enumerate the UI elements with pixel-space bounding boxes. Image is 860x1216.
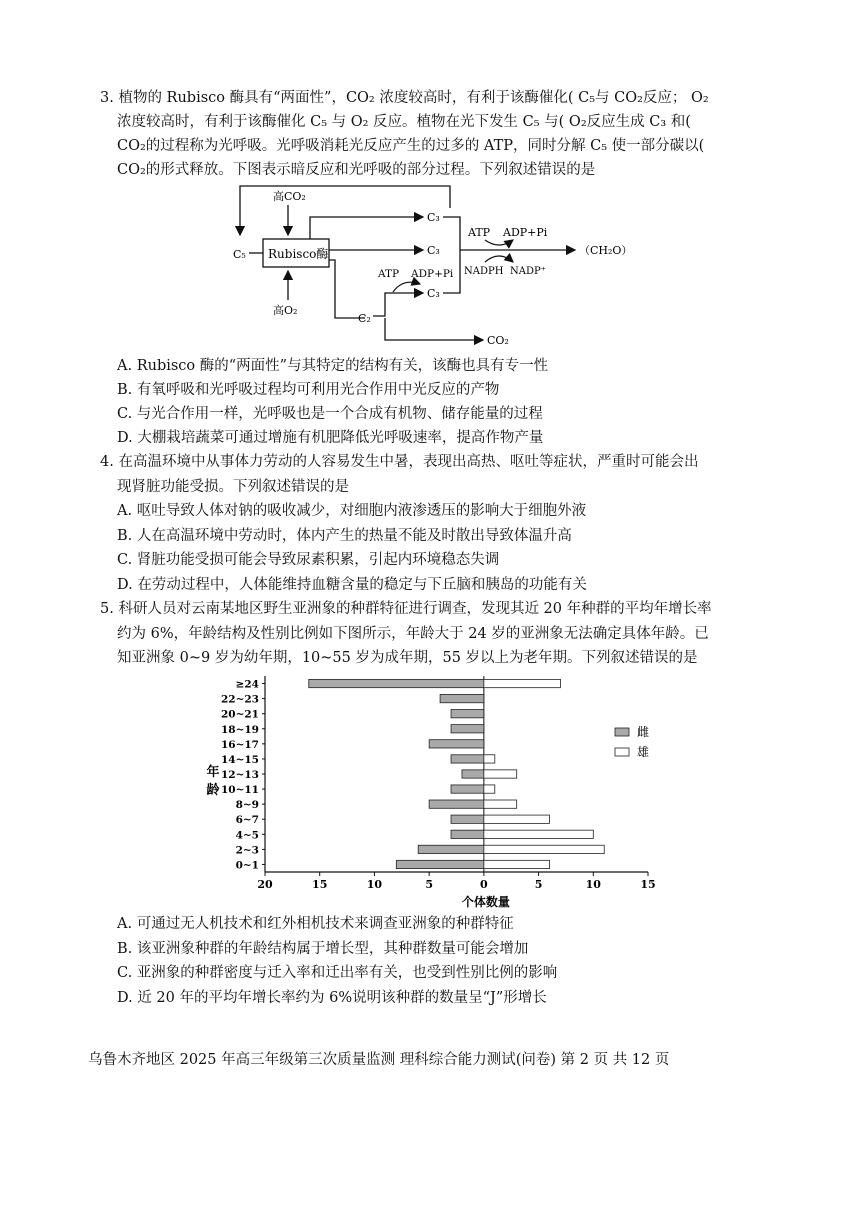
bar-female [396, 860, 484, 868]
c3-mid-label: C₃ [427, 244, 440, 257]
c3-low-label: C₃ [427, 287, 440, 300]
x-tick-label: 15 [312, 878, 328, 891]
y-tick-label: 6~7 [235, 814, 259, 827]
nadp-label: NADP⁺ [510, 266, 546, 277]
legend-swatch-female [615, 728, 629, 736]
y-tick-label: 12~13 [220, 769, 259, 781]
q5-option-a[interactable]: A. 可通过无人机技术和红外相机技术来调查亚洲象的种群特征 [117, 916, 514, 932]
q3-stem-line-1: 3. 植物的 Rubisco 酶具有“两面性”，CO₂ 浓度较高时，有利于该酶催化( C₅与 CO₂反应； O₂ [100, 90, 709, 106]
bar-male [484, 830, 593, 838]
bar-male [484, 679, 561, 687]
age-pyramid-chart [195, 672, 665, 912]
c5-label: C₅ [233, 248, 246, 261]
q4-stem-line-1: 4. 在高温环境中从事体力劳动的人容易发生中暑，表现出高热、呕吐等症状，严重时可能会出 [100, 454, 699, 470]
bar-male [484, 785, 495, 793]
y-tick-label: 2~3 [235, 844, 259, 857]
bar-female [451, 755, 484, 763]
adp-pi-label-2: ADP+Pi [411, 268, 454, 280]
q3-option-b[interactable]: B. 有氧呼吸和光呼吸过程均可利用光合作用中光反应的产物 [117, 382, 500, 398]
q5-option-c[interactable]: C. 亚洲象的种群密度与迁入率和迁出率有关，也受到性别比例的影响 [117, 965, 558, 981]
c3-bracket [443, 217, 460, 293]
legend-label-male: 雄 [637, 745, 650, 759]
bar-male [484, 815, 550, 823]
atp-label-1: ATP [468, 226, 491, 239]
q5-stem-line-2: 约为 6%，年龄结构及性别比例如下图所示，年龄大于 24 岁的亚洲象无法确定具体年龄。已 [117, 626, 709, 642]
q3-stem-line-2: 浓度较高时，有利于该酶催化 C₅ 与 O₂ 反应。植物在光下发生 C₅ 与( O₂反应生成 C₃ 和( [117, 114, 691, 130]
x-tick-label: 10 [585, 878, 601, 891]
y-axis-title-char: 年 [206, 765, 220, 780]
bar-female [451, 725, 484, 733]
q4-option-a[interactable]: A. 呕吐导致人体对钠的吸收减少，对细胞内液渗透压的影响大于细胞外液 [117, 503, 587, 519]
legend-swatch-male [615, 748, 629, 756]
q3-stem-line-3: CO₂的过程称为光呼吸。光呼吸消耗光反应产生的过多的 ATP，同时分解 C₅ 使一部分碳以( [117, 138, 705, 154]
x-axis-title: 个体数量 [461, 895, 510, 909]
q5-stem-line-3: 知亚洲象 0~9 岁为幼年期，10~55 岁为成年期，55 岁以上为老年期。下列叙述错误的是 [117, 650, 698, 666]
regen-loop-arrow [240, 186, 450, 235]
legend-label-female: 雌 [637, 725, 650, 739]
c3-top-label: C₃ [427, 211, 440, 224]
x-tick-label: 5 [425, 878, 433, 891]
y-axis-title-char: 龄 [206, 783, 220, 798]
co2-label: CO₂ [487, 334, 509, 347]
q4-option-b[interactable]: B. 人在高温环境中劳动时，体内产生的热量不能及时散出导致体温升高 [117, 528, 572, 544]
y-tick-label: 18~19 [220, 723, 259, 736]
ch2o-label: （CH₂O） [579, 244, 633, 257]
atp-label-2: ATP [378, 268, 400, 280]
bar-male [484, 800, 517, 808]
q5-option-b[interactable]: B. 该亚洲象种群的年龄结构属于增长型，其种群数量可能会增加 [117, 941, 529, 957]
o2-branch-line [329, 260, 365, 318]
bar-male [484, 845, 604, 853]
c2-label: C₂ [358, 312, 371, 325]
q4-option-c[interactable]: C. 肾脏功能受损可能会导致尿素积累，引起内环境稳态失调 [117, 552, 500, 568]
q3-stem-line-4: CO₂的形式释放。下图表示暗反应和光呼吸的部分过程。下列叙述错误的是 [117, 162, 596, 178]
y-tick-label: 0~1 [235, 859, 259, 872]
y-tick-label: 20~21 [220, 708, 259, 721]
y-tick-label: 8~9 [235, 799, 259, 812]
bar-male [484, 860, 550, 868]
q3-option-c[interactable]: C. 与光合作用一样，光呼吸也是一个合成有机物、储存能量的过程 [117, 406, 543, 422]
bar-female [440, 694, 484, 702]
x-tick-label: 20 [257, 878, 273, 891]
bar-female [451, 830, 484, 838]
bar-female [429, 740, 484, 748]
q4-option-d[interactable]: D. 在劳动过程中，人体能维持血糖含量的稳定与下丘脑和胰岛的功能有关 [117, 577, 587, 593]
c2-to-c3-arrow [373, 293, 423, 316]
bar-female [451, 785, 484, 793]
nadph-curve [485, 256, 513, 262]
bar-male [484, 755, 495, 763]
c3-top-arrow [310, 217, 423, 239]
bar-female [462, 770, 484, 778]
q3-diagram [215, 180, 655, 350]
nadph-label: NADPH [464, 266, 504, 277]
high-o2-label: 高O₂ [273, 304, 298, 317]
to-co2-arrow [385, 318, 483, 340]
y-tick-label: 16~17 [220, 738, 259, 751]
rubisco-label: Rubisco酶 [268, 247, 329, 261]
y-tick-label: 14~15 [220, 753, 259, 766]
high-co2-label: 高CO₂ [273, 190, 306, 203]
bar-male [484, 770, 517, 778]
bar-female [418, 845, 484, 853]
q5-stem-line-1: 5. 科研人员对云南某地区野生亚洲象的种群特征进行调查，发现其近 20 年种群的平均年增长率 [100, 601, 712, 617]
x-tick-label: 10 [366, 878, 383, 891]
adp-pi-label-1: ADP+Pi [503, 226, 548, 239]
y-tick-label: 22~23 [220, 693, 259, 706]
bar-female [451, 710, 484, 718]
q5-option-d[interactable]: D. 近 20 年的平均年增长率约为 6%说明该种群的数量呈“J”形增长 [117, 990, 547, 1006]
y-tick-label: 4~5 [235, 829, 259, 842]
q4-stem-line-2: 现肾脏功能受损。下列叙述错误的是 [117, 479, 349, 495]
q3-option-d[interactable]: D. 大棚栽培蔬菜可通过增施有机肥降低光呼吸速率，提高作物产量 [117, 430, 544, 446]
atp-curve-2 [393, 282, 420, 292]
y-tick-label: 10~11 [220, 784, 259, 797]
q3-option-a[interactable]: A. Rubisco 酶的“两面性”与其特定的结构有关，该酶也具有专一性 [117, 358, 549, 374]
bar-female [451, 815, 484, 823]
bar-female [429, 800, 484, 808]
bar-female [309, 679, 484, 687]
x-tick-label: 5 [534, 878, 543, 891]
y-tick-label: ≥24 [235, 678, 259, 691]
page-footer: 乌鲁木齐地区 2025 年高三年级第三次质量监测 理科综合能力测试(问卷) 第 2 页 共 12 页 [88, 1052, 670, 1068]
x-tick-label: 15 [640, 878, 656, 891]
atp-curve-1 [485, 240, 513, 245]
x-tick-label: 0 [480, 878, 488, 891]
